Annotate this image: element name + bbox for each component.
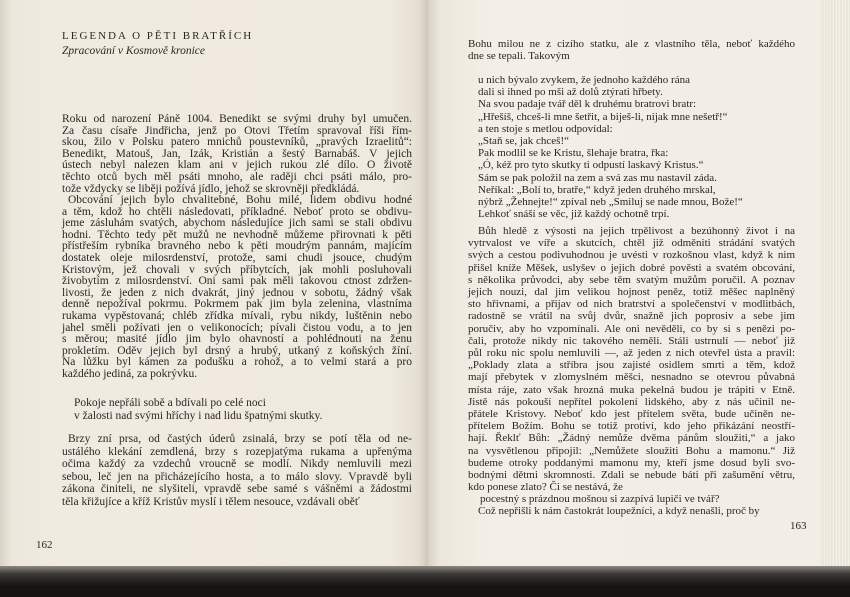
text-line: každého jediná, za pokrývku. (62, 367, 198, 380)
text-line: Na lůžku byl kámen za podušku a rohož, a to velmi stará a pro (62, 356, 412, 369)
text-line: Neříkal: „Bolí to, bratře,“ když jeden druhého mrskal, (478, 183, 716, 196)
text-line: bodnými dětmi skromnosti. Zdali se nebude báti při zašumění větru, (468, 469, 795, 482)
text-line: Roku od narození Páně 1004. Benedikt se svými druhy byl umučen. (62, 113, 412, 125)
text-line: očima každý za vzdechů vroucně se modlí. Nikdy nemluvili mezi (62, 458, 412, 470)
chapter-subtitle: Zpracování v Kosmově kronice (62, 45, 205, 57)
text-line: těchto otců bych měl psáti mnoho, ale raději chci psáti málo, pro- (62, 170, 412, 183)
text-line: živobytím z milosrdenství. Oni sami pak měli takovou ctnost zdržen- (62, 275, 412, 288)
text-line: pocestný s prázdnou mošnou si zazpívá lupiči ve tvář? (480, 493, 720, 505)
text-line: a těm, kdož ho chtěli následovati, příkladné. Neboť proto se obdivu- (62, 205, 412, 218)
book-bottom-shadow (0, 566, 850, 597)
text-line: přišel kníže Měšek, uslyšev o jejich dobré pověsti a svatém obcování, (468, 261, 795, 274)
text-line: místa ráje, zato však hrozná muka pekelná budou je trápiti v Etně. (468, 383, 795, 396)
verse (478, 74, 805, 220)
text-line: s měrou; masité jídlo jim bylo ohavností a pohlédnouti na ženu (62, 333, 412, 346)
text-line: půl roku nic spolu nemluvili —, až jeden z nich otevřel ústa a pravil: (468, 347, 795, 360)
text-line: těla křižujíce a kříž Kristův myslí i tělem nesouce, vzdávali oběť (62, 495, 360, 508)
text-line: jejich nouzi, dal jim velikou hojnost peněz, totiž měšec naplněný (468, 286, 795, 299)
text-line: dostatek oleje milosrdenství, protože, sami chudi jsouce, chudým (62, 251, 412, 264)
text-line: tože vždycky se liběji požívá jídlo, jehož se skrovněji předkládá. (62, 182, 360, 195)
text-line: dne se tepali. Takovým (468, 50, 570, 63)
text-line: prokletím. Oděv jejich byl drsný a hrubý, utkaný z koňských žíní. (62, 344, 412, 357)
text-line: hají. Řeklť Bůh: „Žádný nemůže dvěma pánům sloužiti,“ a jako (468, 432, 795, 445)
text-line: vytrvalost ve víře a skutcích, chtěl již odměniti strádání svatých (468, 237, 795, 250)
text-line: v žalosti nad svými hříchy i nad lidu špatnými skutky. (74, 410, 323, 422)
text-line: Což nepřišli k nám častokrát loupežníci, a když nenašli, proč by (478, 505, 760, 517)
left-page (0, 0, 428, 576)
text-line: radostně se vrátil na svůj dvůr, snažně jich poprosiv a sebe jim (468, 310, 795, 323)
text-line: budeme otroky poddanými mamonu my, kteří jsme dosud byli svo- (468, 456, 795, 469)
text-line: Za času císaře Jindřicha, jenž po Otovi Třetím spravoval říši řím- (62, 124, 412, 137)
text-line: skou, žilo v Polsku patero mnichů poustevníků, „pravých Izraelitů“: (62, 136, 412, 149)
text-line: a ten stoje s metlou odpovídal: (478, 122, 613, 135)
paragraph (62, 433, 412, 508)
text-line: Lehkoť snáší se věc, již každý ochotně trpí. (478, 208, 670, 221)
paragraph (62, 114, 412, 195)
text-line: čali, protože nikdy nic takového neměli. Stáli ustrnulí — neboť již (468, 334, 795, 347)
page-stack-edges (820, 0, 850, 576)
text-line: jeme zásluhám svatých, abychom následujíce jich sami se stali obdivu (62, 217, 412, 230)
page-number: 163 (790, 520, 807, 532)
verse (480, 493, 807, 505)
text-line: Kristovým, jež chovali v svých příbytcích, jak mohli posluhovali (62, 263, 412, 276)
text-line: hodni. Těchto tedy pět mužů ne nevhodně můžeme přirovnati k pěti (62, 228, 412, 241)
text-line: jahel směli požívati jen o velikonocích; pívali čistou vodu, a to jen (62, 321, 412, 334)
page-number: 162 (36, 539, 53, 551)
text-line: „Hřešíš, chceš-li mne šetřit, a biješ-li, nijak mne nešetř!“ (478, 110, 728, 123)
text-line: livosti, že jeden z nich dvakrát, jiný jednou v sobotu, žádný však (62, 286, 412, 299)
text-line: ustálého klekání zemdlená, brzy s rozepjatýma rukama a upřenýma (62, 445, 412, 458)
text-line: Benedikt, Matouš, Jan, Izák, Kristián a šestý Barnabáš. V jejich (62, 147, 412, 160)
text-line: přátele Kristovy. Neboť kdo jest přítelem světa, bude učiněn ne- (468, 408, 795, 421)
text-line: Bohu milou ne z cizího statku, ale z vlastního těla, neboť každého (468, 38, 795, 50)
chapter-heading: LEGENDA O PĚTI BRATŘÍCH (62, 30, 254, 42)
text-line: Brzy zní prsa, od častých úderů zsinalá, brzy se potí těla od ne- (68, 433, 412, 445)
text-line: kdo ponese zlato? Či se nestává, že (468, 481, 623, 494)
text-line: „Staň se, jak chceš!“ (478, 135, 570, 148)
text-line: mají přebytek v zlomyslném měšci, nesnadno se otevrou půvabná (468, 371, 795, 384)
text-line: zákona činiteli, ne slyšiteli, vpravdě sebe samé s vášněmi a žádostmi (62, 483, 412, 495)
text-line: Obcování jejich bylo chvalitebné, Bohu milé, lidem obdivu hodné (68, 194, 412, 206)
text-line: Sám se pak položil na zem a svá zas mu nastavil záda. (478, 171, 717, 184)
text-line: přístřeším rybníka bravného nebo k pěti moudrým pannám, majícím (62, 240, 412, 253)
paragraph (478, 505, 805, 517)
text-line: sebou, leč jen na přicházejícího hosta, a to málo slovy. Vpravdě byli (62, 470, 412, 483)
paragraph (468, 38, 795, 62)
text-line: s několika průvodci, aby sebe těm svatým mužům poručil. A poznav (468, 273, 795, 286)
text-line: přítelem Božím. Bohu se totiž protiví, kdo jeho přikázání neostří- (468, 420, 795, 433)
text-line: u nich bývalo zvykem, že jednoho každého rána (478, 74, 690, 86)
text-line: Bůh hledě z výsosti na jejich trpělivost a bezúhonný život i na (478, 225, 795, 237)
text-line: nýbrž „Žehnejte!“ zpíval neb „Smiluj se nade mnou, Bože!“ (478, 196, 743, 209)
text-line: rukama vypěstovaná; chléb zřídka mívali, rybu nikdy, luštěnin nebo (62, 309, 412, 322)
paragraph (468, 225, 795, 493)
text-line: „Ó, kéž pro tyto skutky ti odpustí laskavý Kristus.“ (478, 159, 704, 172)
text-line: denně nepožíval pokrmu. Pokrmem pak jim byla zelenina, vlastníma (62, 298, 412, 311)
text-line: svých a cestou podivuhodnou je uvésti v rozkošnou vlast, když k nim (468, 249, 795, 262)
text-line: Na svou padaje tvář děl k druhému bratrovi bratr: (478, 98, 697, 111)
text-line: „Poklady zlata a stříbra jsou zajisté osidlem smrti a těm, kdož (468, 359, 795, 372)
verse (74, 397, 424, 423)
text-line: poručiv, aby ho vzpomínali. Ale oni nevěděli, co by si s penězi po- (468, 322, 795, 335)
text-line: Pak modlil se ke Kristu, šlehaje bratra, řka: (478, 147, 669, 160)
text-line: sto hřivnami, a přijav od nich bratrství a společenství v modlitbách, (468, 298, 795, 311)
text-line: na vysvětlenou připojil: „Nemůžete sloužiti Bohu a mamonu.“ Již (468, 444, 795, 457)
text-line: ústech nebyl nalezen klam ani v jejich rukou zlé dílo. O životě (62, 159, 412, 172)
text-line: dali si ihned po mši až dolů ztýrati hřbety. (478, 86, 663, 99)
text-line: Jistě nás pokouší nepřítel pokolení lidského, aby z nás učinil ne- (468, 395, 795, 408)
text-line: Pokoje nepřáli sobě a bdívali po celé noci (74, 397, 266, 409)
paragraph (62, 195, 412, 381)
